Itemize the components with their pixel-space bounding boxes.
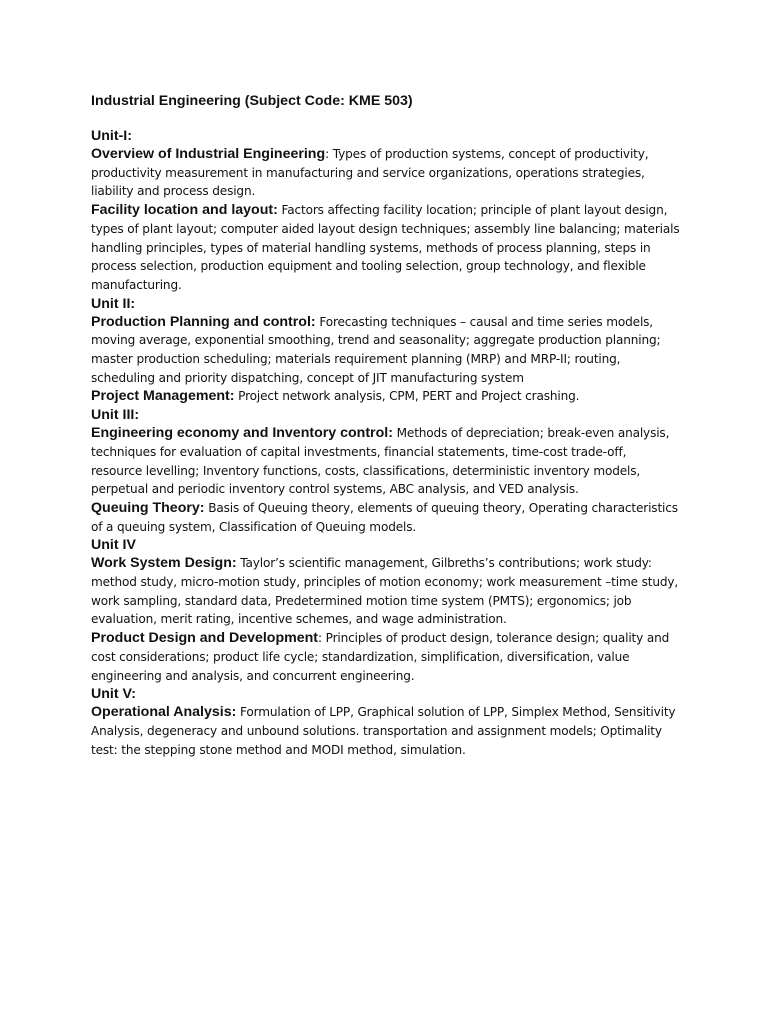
topic-body: Taylor’s scientific management, Gilbreths’s contributions; work study: method study, micro-motion study, principles of motion economy; work measurement –time study, work sampling, standard data, Predetermined motion time system (PMTS); ergonomics; job evaluation, merit rating, incentive schemes, and wage administration. bbox=[91, 556, 679, 627]
topic-paragraph bbox=[91, 554, 681, 629]
topic-body: Factors affecting facility location; principle of plant layout design, types of plant layout; computer aided layout design techniques; assembly line balancing; materials handling principles, types of material handling systems, methods of process planning, steps in process selection, production equipment and tooling selection, group technology, and flexible manufacturing. bbox=[91, 203, 680, 292]
topic-paragraph bbox=[91, 145, 681, 201]
topic-paragraph bbox=[91, 499, 681, 536]
topic-paragraph bbox=[91, 313, 681, 388]
topic-paragraph bbox=[91, 703, 681, 759]
topic-title: Engineering economy and Inventory control: bbox=[91, 425, 393, 442]
unit-heading: Unit-I: bbox=[91, 128, 132, 144]
unit-heading: Unit V: bbox=[91, 686, 136, 703]
topic-paragraph bbox=[91, 424, 681, 499]
unit-heading: Unit III: bbox=[91, 407, 140, 424]
topic-title: Facility location and layout: bbox=[91, 202, 278, 219]
topic-paragraph bbox=[91, 387, 681, 406]
syllabus-page bbox=[91, 92, 681, 759]
topic-body: : Principles of product design, tolerance design; quality and cost considerations; product life cycle; standardization, simplification, diversification, value engineering and analysis, and concurrent engineering. bbox=[91, 631, 670, 683]
topic-body: Forecasting techniques – causal and time series models, moving average, exponential smoothing, trend and seasonality; aggregate production planning; master production scheduling; materials requirement planning (MRP) and MRP-II; routing, scheduling and priority dispatching, concept of JIT manufacturing system bbox=[91, 314, 661, 385]
topic-title: Product Design and Development bbox=[91, 630, 319, 647]
topic-title: Queuing Theory: bbox=[91, 499, 205, 516]
topic-body: Methods of depreciation; break-even analysis, techniques for evaluation of capital investments, financial statements, time-cost trade-off, resource levelling; Inventory functions, costs, classifications, deterministic inventory models, perpetual and periodic inventory control systems, ABC analysis, and VED analysis. bbox=[91, 426, 670, 497]
topic-body: Project network analysis, CPM, PERT and Project crashing. bbox=[234, 389, 580, 404]
topic-title: Overview of Industrial Engineering bbox=[91, 146, 326, 162]
topic-title: Work System Design: bbox=[91, 555, 237, 572]
topic-body: Basis of Queuing theory, elements of queuing theory, Operating characteristics of a queuing system, Classification of Queuing models. bbox=[91, 500, 678, 534]
topic-paragraph bbox=[91, 201, 681, 295]
unit-heading: Unit IV bbox=[91, 537, 136, 554]
unit-heading: Unit II: bbox=[91, 295, 136, 312]
topic-title: Project Management: bbox=[91, 388, 235, 405]
topic-title: Production Planning and control: bbox=[91, 313, 316, 330]
document-title: Industrial Engineering (Subject Code: KME 503) bbox=[91, 93, 413, 109]
topic-body: : Types of production systems, concept of productivity, productivity measurement in manufacturing and service organizations, operations strategies, liability and process design. bbox=[91, 147, 649, 199]
topic-title: Operational Analysis: bbox=[91, 704, 237, 721]
topic-body: Formulation of LPP, Graphical solution of LPP, Simplex Method, Sensitivity Analysis, degeneracy and unbound solutions. transportation and assignment models; Optimality test: the stepping stone method and MODI method, simulation. bbox=[91, 705, 676, 757]
topic-paragraph bbox=[91, 629, 681, 685]
